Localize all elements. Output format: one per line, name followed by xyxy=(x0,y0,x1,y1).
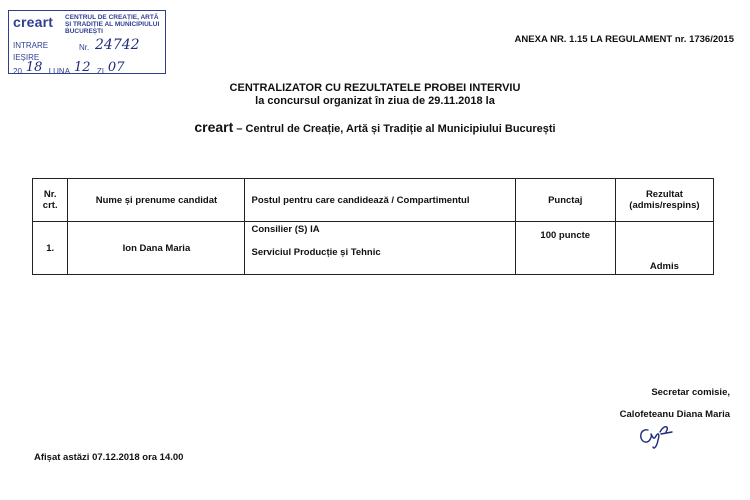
secretary-name: Calofeteanu Diana Maria xyxy=(619,409,730,420)
organization-name: – Centrul de Creație, Artă și Tradiție al Municipiului București xyxy=(233,123,556,135)
table-row xyxy=(33,222,714,275)
annex-reference: ANEXA NR. 1.15 LA REGULAMENT nr. 1736/2015 xyxy=(514,34,734,45)
stamp-date-row xyxy=(13,60,128,78)
organization-line xyxy=(0,121,750,136)
stamp-center-name: CENTRUL DE CREAȚIE, ARTĂ ȘI TRADIȚIE AL MUNICIPIULUI BUCUREȘTI xyxy=(65,14,160,35)
secretary-role: Secretar comisie, xyxy=(651,387,730,398)
cell-post xyxy=(245,222,515,275)
header-post: Postul pentru care candidează / Compartimentul xyxy=(245,179,515,222)
stamp-year-prefix: 20 xyxy=(13,67,22,76)
posted-notice: Afișat astăzi 07.12.2018 ora 14.00 xyxy=(34,452,184,463)
stamp-out-label: IEȘIRE xyxy=(13,53,40,62)
header-score: Punctaj xyxy=(515,179,615,222)
stamp-day-label: ZI xyxy=(96,67,104,76)
cell-post-title: Consilier (S) IA xyxy=(251,224,320,235)
stamp-month-label: LUNA xyxy=(48,67,71,76)
stamp-nr-label: Nr. xyxy=(79,43,90,52)
stamp-brand: creart xyxy=(13,14,54,30)
signature-stroke xyxy=(641,427,672,448)
stamp-year-value: 18 xyxy=(25,60,43,75)
header-name: Nume și prenume candidat xyxy=(68,179,245,222)
header-nr: Nr. crt. xyxy=(33,179,68,222)
cell-result: Admis xyxy=(615,222,713,275)
title-line-1: CENTRALIZATOR CU REZULTATELE PROBEI INTERVIU xyxy=(229,82,521,94)
document-title xyxy=(0,82,750,136)
cell-name: Ion Dana Maria xyxy=(68,222,245,275)
secretary-block xyxy=(620,382,730,426)
results-table xyxy=(32,178,714,275)
header-result: Rezultat (admis/respins) xyxy=(615,179,713,222)
title-line-2: la concursul organizat în ziua de 29.11.2018 la xyxy=(255,95,495,107)
stamp-month-value: 12 xyxy=(74,60,91,75)
stamp-day-value: 07 xyxy=(107,60,125,75)
cell-score: 100 puncte xyxy=(515,222,615,275)
stamp-nr-value: 24742 xyxy=(95,37,140,53)
organization-logo: creart xyxy=(194,119,234,135)
registration-stamp xyxy=(8,10,166,74)
stamp-in-label: INTRARE xyxy=(13,41,49,50)
cell-nr: 1. xyxy=(33,222,68,275)
signature-mark xyxy=(636,422,676,452)
table-header-row xyxy=(33,179,714,222)
cell-post-department: Serviciul Producție și Tehnic xyxy=(251,247,381,258)
